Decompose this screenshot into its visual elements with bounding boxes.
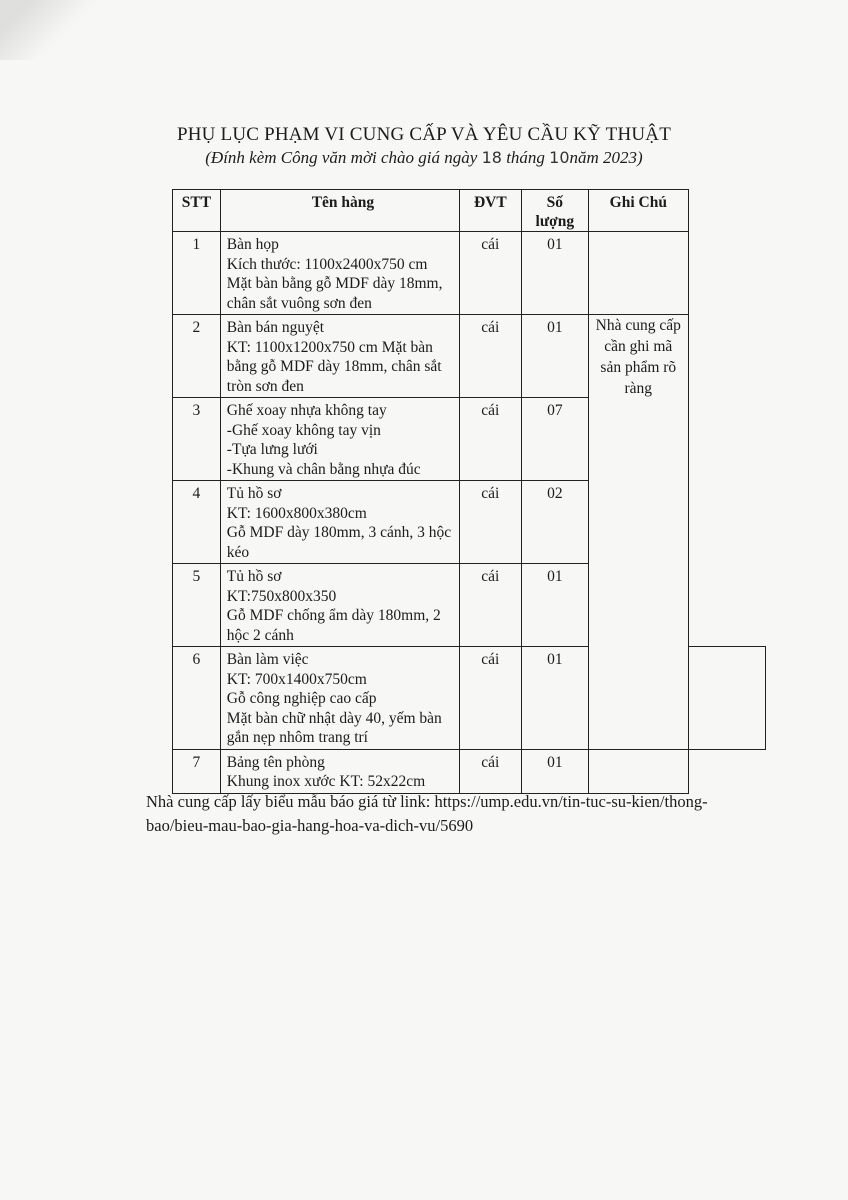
- row-name-line: KT: 1600x800x380cm: [226, 504, 367, 522]
- row-name-line: Ghế xoay nhựa không tay: [226, 402, 387, 419]
- scan-corner-shadow: [0, 0, 120, 60]
- row-name-line: chân sắt vuông sơn đen: [226, 294, 372, 312]
- note-line: ràng: [624, 380, 653, 397]
- header-quantity-line1: Số: [546, 194, 563, 211]
- row-note-empty: [589, 232, 688, 315]
- row-name-line: Tủ hồ sơ: [226, 568, 282, 585]
- specification-table: [172, 189, 766, 794]
- row-unit: cái: [460, 398, 522, 481]
- table-row: [173, 232, 766, 315]
- row-name: [220, 315, 459, 398]
- note-merged-cell: [589, 315, 688, 750]
- row-name-line: KT: 700x1400x750cm: [226, 670, 367, 688]
- row-name: [220, 564, 459, 647]
- row-name-line: gắn nẹp nhôm trang trí: [226, 729, 368, 746]
- row-stt: 6: [173, 647, 221, 750]
- row-name-line: bằng gỗ MDF dày 18mm, chân sắt: [226, 358, 442, 375]
- row-unit: cái: [460, 315, 522, 398]
- row-unit: cái: [460, 232, 522, 315]
- row-name-line: Tủ hồ sơ: [226, 485, 282, 502]
- row-stt: 4: [173, 481, 221, 564]
- row-quantity: 01: [521, 564, 588, 647]
- subtitle-month: 10: [549, 148, 570, 167]
- row-note-empty: [688, 647, 765, 750]
- row-name-line: Kích thước: 1100x2400x750 cm: [226, 255, 428, 273]
- document-subtitle: [0, 148, 848, 168]
- subtitle-month-label: tháng: [506, 148, 545, 167]
- subtitle-suffix: năm 2023): [569, 148, 643, 167]
- subtitle-day: 18: [481, 148, 502, 167]
- row-unit: cái: [460, 564, 522, 647]
- row-name-line: Bàn họp: [226, 236, 279, 253]
- row-quantity: 01: [521, 749, 588, 793]
- table-row: [173, 315, 766, 398]
- header-unit: ĐVT: [460, 190, 522, 232]
- row-stt: 5: [173, 564, 221, 647]
- row-name-line: Gỗ công nghiệp cao cấp: [226, 690, 377, 707]
- row-stt: 1: [173, 232, 221, 315]
- row-name: [220, 749, 459, 793]
- row-quantity: 02: [521, 481, 588, 564]
- header-name: Tên hàng: [220, 190, 459, 232]
- row-quantity: 07: [521, 398, 588, 481]
- table-header-row: [173, 190, 766, 232]
- row-name: [220, 647, 459, 750]
- row-name-line: Mặt bàn chữ nhật dày 40, yếm bàn: [226, 709, 442, 727]
- row-name-line: hộc 2 cánh: [226, 626, 294, 644]
- row-name: [220, 232, 459, 315]
- row-name-line: -Ghế xoay không tay vịn: [226, 421, 381, 439]
- row-name-line: -Khung và chân bằng nhựa đúc: [226, 460, 421, 478]
- row-name: [220, 398, 459, 481]
- header-stt: STT: [173, 190, 221, 232]
- row-name-line: KT:750x800x350: [226, 587, 337, 605]
- header-note: Ghi Chú: [589, 190, 688, 232]
- header-quantity-line2: lượng: [535, 213, 575, 230]
- row-name-line: tròn sơn đen: [226, 377, 304, 395]
- row-name-line: Gỗ MDF chống ẩm dày 180mm, 2: [226, 607, 441, 624]
- row-name-line: Bàn làm việc: [226, 651, 309, 668]
- row-unit: cái: [460, 749, 522, 793]
- row-quantity: 01: [521, 232, 588, 315]
- footer-line: Nhà cung cấp lấy biểu mẫu báo giá từ link: https://ump.edu.vn/tin-tuc-su-kien/thong-: [146, 792, 708, 811]
- row-name-line: KT: 1100x1200x750 cm Mặt bàn: [226, 338, 433, 356]
- document-title: PHỤ LỤC PHẠM VI CUNG CẤP VÀ YÊU CẦU KỸ THUẬT: [176, 124, 672, 145]
- row-stt: 3: [173, 398, 221, 481]
- footer-note: [146, 790, 816, 838]
- row-name-line: Khung inox xước KT: 52x22cm: [226, 773, 426, 790]
- row-stt: 7: [173, 749, 221, 793]
- row-unit: cái: [460, 647, 522, 750]
- row-name-line: kéo: [226, 543, 250, 561]
- note-line: Nhà cung cấp: [595, 317, 681, 334]
- row-note-empty: [589, 749, 688, 793]
- row-quantity: 01: [521, 315, 588, 398]
- row-name: [220, 481, 459, 564]
- row-name-line: Bảng tên phòng: [226, 753, 325, 771]
- row-name-line: Gỗ MDF dày 180mm, 3 cánh, 3 hộc: [226, 524, 452, 541]
- row-name-line: -Tựa lưng lưới: [226, 441, 318, 458]
- footer-line: bao/bieu-mau-bao-gia-hang-hoa-va-dich-vu/5690: [146, 816, 474, 835]
- row-name-line: Mặt bàn bằng gỗ MDF dày 18mm,: [226, 275, 443, 292]
- note-line: sản phẩm rõ: [600, 359, 677, 376]
- row-quantity: 01: [521, 647, 588, 750]
- row-unit: cái: [460, 481, 522, 564]
- header-quantity: [521, 190, 588, 232]
- subtitle-prefix: (Đính kèm Công văn mời chào giá ngày: [205, 148, 478, 167]
- table-row: [173, 749, 766, 793]
- note-line: cần ghi mã: [604, 338, 673, 355]
- row-name-line: Bàn bán nguyệt: [226, 319, 325, 336]
- row-stt: 2: [173, 315, 221, 398]
